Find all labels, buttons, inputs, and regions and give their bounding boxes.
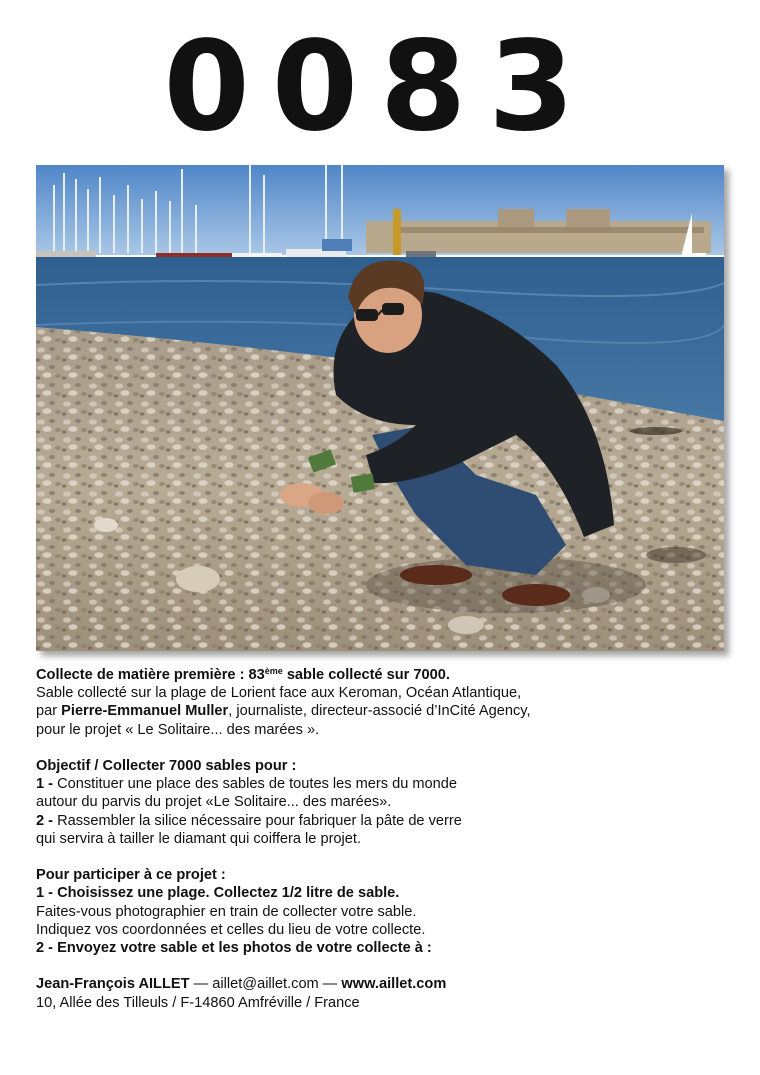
contact-website: www.aillet.com (341, 976, 447, 993)
objectif-heading: Objectif / Collecter 7000 sables pour : (36, 758, 297, 774)
collecte-line-1: Sable collecté sur la plage de Lorient face aux Keroman, Océan Atlantique, (36, 685, 522, 702)
description-text (36, 666, 726, 1012)
participer-step-1: 1 - Choisissez une plage. Collectez 1/2 litre de sable. (36, 885, 400, 902)
contact-address: 10, Allée des Tilleuls / F-14860 Amfréville / France (36, 994, 360, 1011)
objectif-item-2: 2 - Rassembler la silice nécessaire pour fabriquer la pâte de verre (36, 812, 462, 829)
collector-name: Pierre-Emmanuel Muller (61, 703, 229, 720)
participer-heading: Pour participer à ce projet : (36, 867, 226, 884)
collecte-line-2: par Pierre-Emmanuel Muller, journaliste, directeur-associé d’InCité Agency, (36, 703, 531, 720)
participer-line-1: Faites-vous photographier en train de collecter votre sable. (36, 903, 417, 920)
contact-name: Jean-François AILLET (36, 976, 190, 993)
contact-line (36, 975, 726, 993)
objectif-item-2-cont: qui servira à tailler le diamant qui coiffera le projet. (36, 830, 362, 847)
participer-line-2: Indiquez vos coordonnées et celles du lieu de votre collecte. (36, 921, 426, 938)
objectif-item-1-cont: autour du parvis du projet «Le Solitaire... des marées». (36, 794, 392, 811)
collecte-line-3: pour le projet « Le Solitaire... des marées ». (36, 721, 320, 738)
participer-step-2: 2 - Envoyez votre sable et les photos de votre collecte à : (36, 940, 432, 957)
collection-number: 0083 (163, 15, 597, 159)
beach-photo (36, 165, 724, 651)
contact-email: — aillet@aillet.com — (189, 976, 342, 993)
collecte-heading: Collecte de matière première : 83ème sable collecté sur 7000. (36, 666, 450, 683)
objectif-item-1: 1 - Constituer une place des sables de toutes les mers du monde (36, 776, 458, 793)
